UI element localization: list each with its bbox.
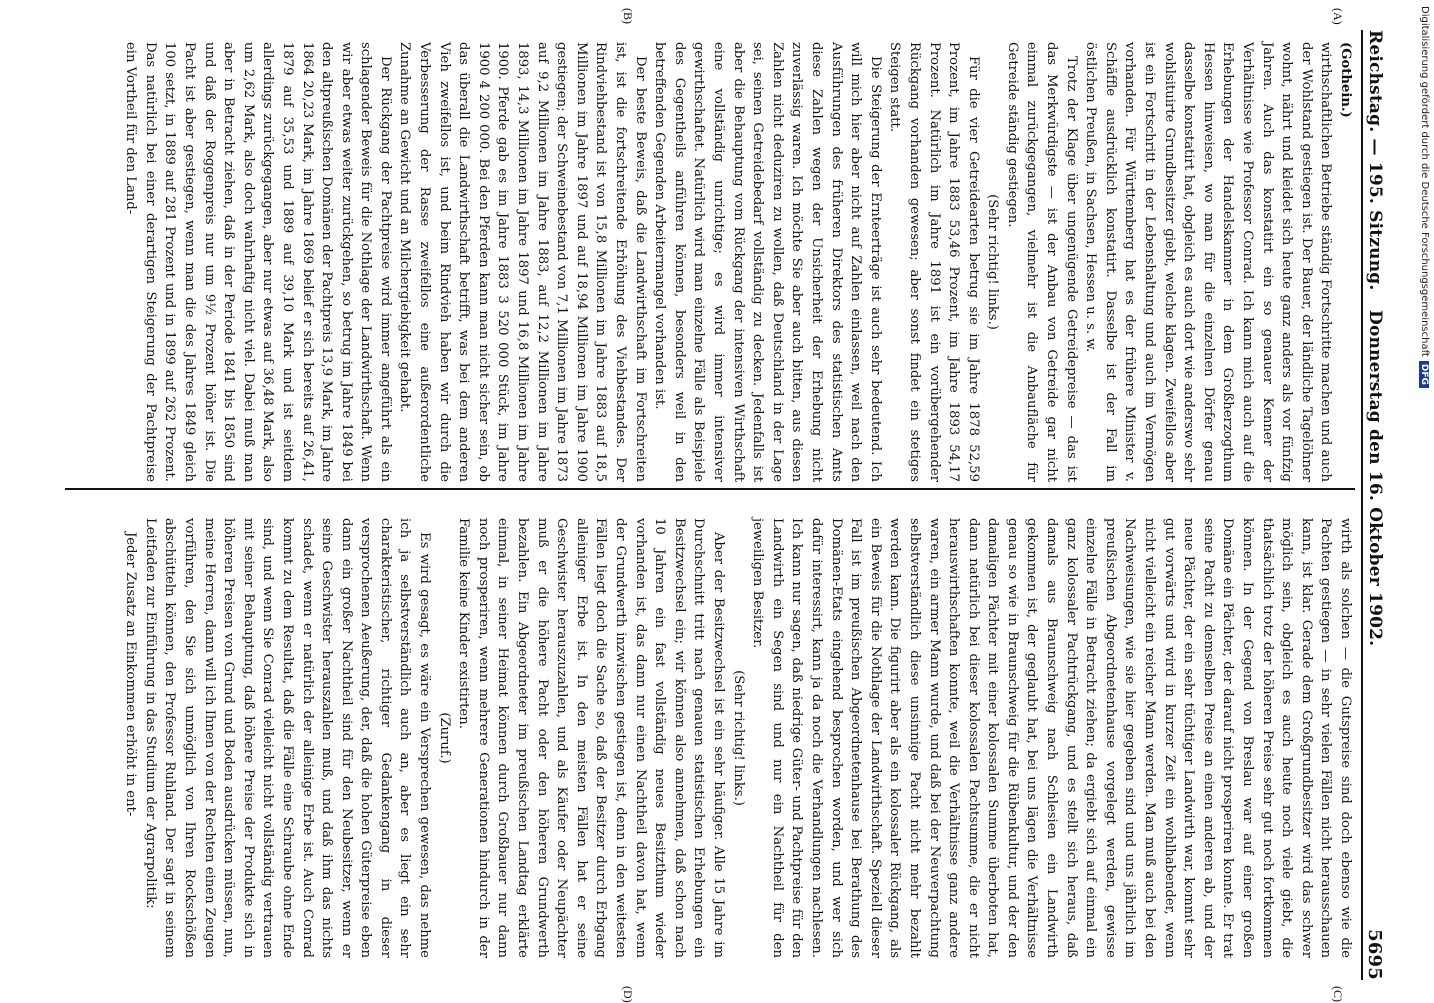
column-divider xyxy=(65,488,1355,490)
paragraph: Die Steigerung der Ernteerträge ist auch sehr bedeutend. Ich will mich hier aber nicht auf Zahlen einlassen, weil nach den Ausführungen des früheren Direktors des statistischen Amts diese Zahlen wegen der Unsicherheit der Erhebung nicht zuverlässig waren. Ich möchte Sie aber auch bitten, aus diesen Zahlen nicht deduziren zu wollen, daß Deutschland in der Lage sei, seinen Getreidebedarf vollständig zu decken. Jedenfalls ist aber die Behauptung vom Rückgang der intensiven Wirthschaft eine vollständig unrichtige; es wird immer intensiver gewirthschaftet. Natürlich wird man einzelne Fälle als Beispiele des Gegentheils anführen können, besonders weil in den betreffenden Gegenden Arbeitermangel vorhanden ist. xyxy=(652,42,883,482)
paragraph: Der beste Beweis, daß die Landwirthschaft im Fortschreiten ist, ist die fortschreitende Erhöhung des Viehbestandes. Der Rindviehbestand ist von 15,8 Millionen im Jahre 1883 auf 18,5 Millionen im Jahre 1897 und auf 18,94 Millionen im Jahre 1900 gestiegen; der Schweinebestand von 7,1 Millionen im Jahre 1873 auf 9,2 Millionen im Jahre 1883, auf 12,2 Millionen im Jahre 1893, 14,3 Millionen im Jahre 1897 und 16,8 Millionen im Jahre 1900. Pferde gab es im Jahre 1883 3 520 000 Stück, im Jahre 1900 4 200 000. Bei den Pferden kann man nicht sicher sein, ob das überall die Landwirthschaft betrifft, was bei dem anderen Vieh zweifellos ist, und beim Rindvieh haben wir durch die Verbesserung der Rasse zweifellos eine außerordentliche Zunahme an Gewicht und an Milchergiebigkeit gehabt. xyxy=(397,42,648,482)
page-number: 5695 xyxy=(1364,929,1385,980)
rotated-page-content xyxy=(25,0,1395,1003)
paragraph: Trotz der Klage über ungenügende Getreidepreise — das ist das Merkwürdigste — ist der Anbau von Getreide gar nicht einmal zurückgegangen, vielmehr ist die Anbaufläche für Getreide ständig gestiegen. xyxy=(1004,42,1079,482)
paragraph: Aber der Besitzwechsel ist ein sehr häufiger. Alle 15 Jahre im Durchschnitt tritt nach genauen statistischen Erhebungen ein Besitzwechsel ein; wir können also annehmen, daß schon nach 10 Jahren ein fast vollständig neues Besitzthum wieder vorhanden ist, das dann nur einen Nachtheil davon hat, wenn der Grundwerth inzwischen gestiegen ist, denn in den weitesten Fällen liegt doch die Sache so, daß der Besitzer durch Erbgang alleiniger Erbe ist. In den meisten Fällen hat er seine Geschwister herauszuzahlen, und als Käufer oder Neupächter muß er die höhere Pacht oder den höheren Grundwerth bezahlen. Ein Abgeordneter im preußischen Landtag erklärte einmal, in seiner Heimat können durch Großbauer nur dann noch prosperiren, wenn mehrere Generationen hindurch in der Familie keine Kinder existirten. xyxy=(456,518,726,958)
paragraph: wirth als solchen — die Gutspreise sind doch ebenso wie die Pachten gestiegen — in sehr vielen Fällen nicht herausschauen kann, ist klar. Gerade dem Großgrundbesitzer wird das schwer möglich sein, obgleich es auch heute noch viele giebt, die thatsächlich trotz der höheren Preise sehr gut noch fortkommen können. In der Gegend von Breslau war auf einer großen Domäne ein Pächter, der darauf nicht prosperiren konnte. Er trat seine Pacht zu demselben Preise an einen anderen ab, und der neue Pächter, der ein sehr tüchtiger Landwirth war, kommt sehr gut vorwärts und wird in kurzer Zeit ein wohlhabender, wenn nicht vielleicht ein reicher Mann werden. Man muß auch bei den Nachweisungen, wie sie hier gegeben sind und uns jährlich im preußischen Abgeordnetenhause vorgelegt werden, gewisse einzelne Fälle in Betracht ziehen; da ergiebt sich auf einmal ein ganz kolossaler Pachtrückgang, und es stellt sich heraus, daß damals aus Braunschweig nach Schlesien ein Landwirth gekommen ist, der geglaubt hat, bei uns lägen die Verhältnisse genau so wie in Braunschweig für die Rübenkultur, und der den damaligen Pächter mit einer kolossalen Summe überboten hat, dann natürlich bei dieser kolossalen Pachtsumme, die er nicht herauswirthschaften konnte, weil die Verhältnisse ganz andere waren, ein armer Mann wurde, und daß bei der Neuverpachtung selbstverständlich diese unsinnige Pacht nicht mehr bezahlt werden kann. Die figurirt aber als ein kolossaler Rückgang, als ein Beweis für die Nothlage der Landwirthschaft. Speziell dieser Fall ist im preußischen Abgeordnetenhause bei Berathung des Domänen-Etats eingehend besprochen worden, und wer sich dafür interessirt, kann ja da noch die Verhandlungen nachlesen. Ich kann nur sagen, daß niedrige Güter- und Pachtpreise für den Landwirth ein Segen sind und nur ein Nachtheil für den jeweiligen Besitzer. xyxy=(750,518,1353,958)
interjection: (Sehr richtig! links.) xyxy=(985,194,1001,330)
interjection: (Sehr richtig! links.) xyxy=(730,670,746,806)
digitization-stamp xyxy=(1410,6,1434,996)
margin-marker-b: (B) xyxy=(621,8,635,24)
stamp-text: Digitalisierung gefördert durch die Deutsche Forschungsgemeinschaft xyxy=(1419,6,1430,357)
paragraph: wirthschaftlichen Betriebe ständig Fortschritte machen und auch der Wohlstand gestiegen ist. Der Bauer, der ländliche Tagelöhner wohnt, nährt und kleidet sich heute ganz anders als vor fünfzig Jahren. Auch das konstatirt ein so genauer Kenner der Verhältnisse wie Professor Conrad. Ich kann mich auch auf die Erhebungen der Handelskammer in dem Großherzogthum Hessen hinweisen, wo man für die einzelnen Dörfer genau dasselbe konstatirt hat, obgleich es auch dort wie anderswo sehr wohlsituirte Grundbesitzer giebt, welche klagen. Zweifellos aber ist ein Fortschritt in der Lebenshaltung und auch im Vermögen vorhanden. Für Württemberg hat es der frühere Minister v. Schäffle ausdrücklich konstatirt. Dasselbe ist der Fall im östlichen Preußen, in Sachsen, Hessen u. s. w. xyxy=(1083,42,1334,482)
interjection: (Zuruf.) xyxy=(436,712,452,764)
right-column xyxy=(121,518,1355,958)
margin-marker-a: (A) xyxy=(1331,8,1345,25)
dfg-logo: DFG xyxy=(1419,361,1429,388)
paragraph: Jeder Zusatz an Einkommen erhöht in ent- xyxy=(123,532,139,817)
header-session: Reichstag. — 195. Sitzung. xyxy=(1365,30,1385,291)
margin-marker-d: (D) xyxy=(621,986,635,1003)
header-date: Donnerstag den 16. Oktober 1902. xyxy=(1365,310,1385,647)
paragraph: Für die vier Getreidearten betrug sie im Jahre 1878 52,59 Prozent, im Jahre 1883 53,46 Prozent, im Jahre 1893 54,17 Prozent. Natürlich im Jahre 1891 ist ein vorübergehender Rückgang vorhanden gewesen; aber sonst findet ein stetiges Steigen statt. xyxy=(887,42,981,482)
paragraph: Der Rückgang der Pachtpreise wird immer angeführt als ein schlagender Beweis für die Nothlage der Landwirthschaft. Wenn wir aber etwas weiter zurückgehen, so betrug im Jahre 1849 bei den altpreußischen Domänen der Pachtpreis 13,9 Mark, im Jahre 1864 20,23 Mark, im Jahre 1869 belief er sich bereits auf 26,41, 1879 auf 35,53 und 1889 auf 39,10 Mark und ist seitdem allerdings zurückgegangen, aber nur etwas auf 36,48 Mark, also um 2,62 Mark, also doch wahrhaftig nicht viel. Dabei muß man aber in Betracht ziehen, daß in der Periode 1841 bis 1850 sind und daß der Roggenpreis nur um 9½ Prozent höher ist. Die Pacht ist aber gestiegen, wenn man die des Jahres 1849 gleich 100 setzt, in 1889 auf 281 Prozent und in 1899 auf 262 Prozent. Das natürlich bei einer derartigen Steigerung der Pachtpreise ein Vortheil für den Land- xyxy=(123,42,393,482)
left-column xyxy=(121,42,1355,482)
speaker-name: (Gothein.) xyxy=(1338,42,1353,118)
paragraph: Es wird gesagt, es wäre ein Versprechen gewesen, das nehme ich ja selbstverständlich auch an, aber es liegt ein sehr charakteristischer, richtiger Gedankengang in dieser versprochenen Aeußerung, der, daß die hohen Güterpreise eben dann ein großer Nachtheil sind für den Neubesitzer, wenn er seine Geschwister herauszahlen muß, und daß ihm das nichts schadet, wenn er natürlich der alleinige Erbe ist. Auch Conrad kommt zu dem Resultat, daß die Fälle eine Schraube ohne Ende sind, und wenn Sie Conrad vielleicht nicht vollständig vertrauen mit seiner Behauptung, daß höhere Preise der Produkte sich in höheren Preisen von Grund und Boden ausdrücken müssen, nun, meine Herren, dann will ich Ihnen von der Rechten einen Zeugen vorführen, den Sie sich unmöglich von Ihren Rockschößen abschütteln können, den Professor Ruhland. Der sagt in seinem Leitfaden zur Einführung in das Studium der Agrarpolitik: xyxy=(142,518,433,958)
margin-marker-c: (C) xyxy=(1331,986,1345,1002)
header-rule xyxy=(1361,30,1363,980)
